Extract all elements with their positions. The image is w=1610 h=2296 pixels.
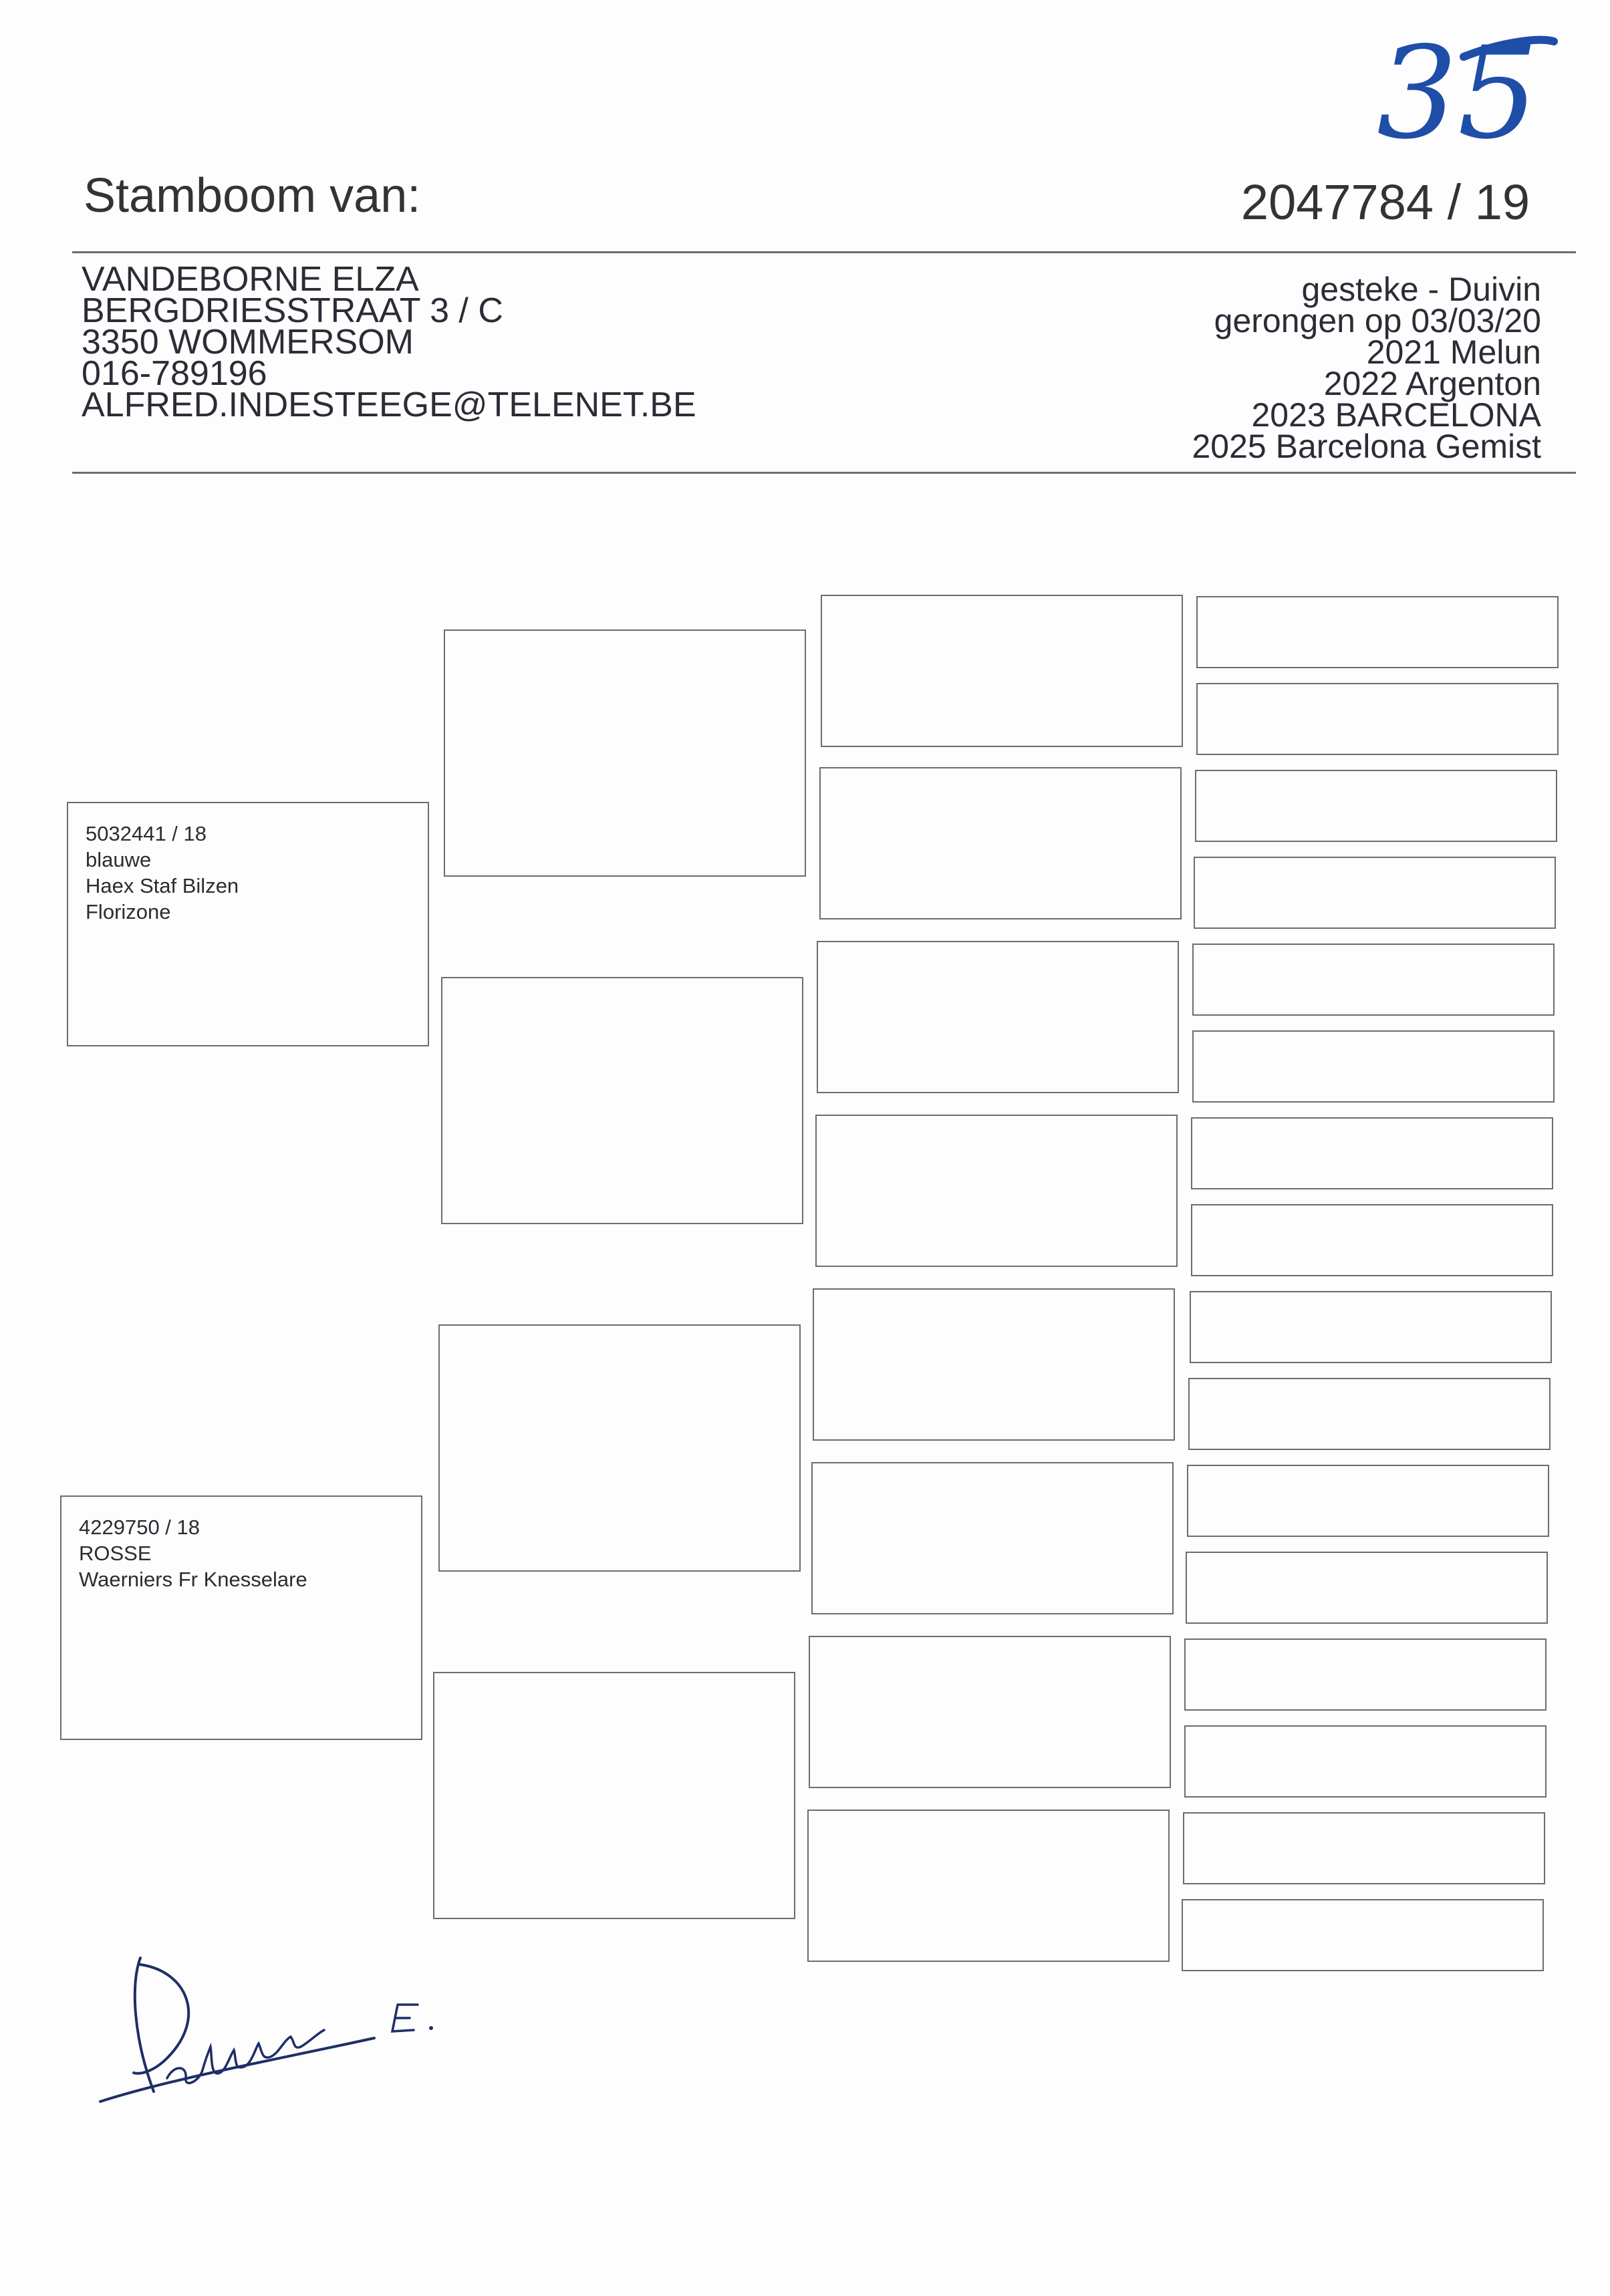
great-great-grandparent-box [1195,770,1557,842]
great-great-grandparent-box [1191,1204,1553,1276]
great-grandparent-box [809,1636,1171,1788]
great-great-grandparent-box [1196,683,1559,755]
bird-info-block [1192,271,1541,465]
bird-color-sex: gesteke - Duivin [1301,271,1541,308]
great-great-grandparent-box [1186,1552,1548,1624]
bird-result: 2023 BARCELONA [1251,396,1541,434]
great-great-grandparent-box [1191,1117,1553,1189]
mother-box [60,1495,422,1740]
owner-address-block [82,260,696,424]
father-box [67,802,429,1046]
great-great-grandparent-box [1192,944,1555,1016]
owner-name: VANDEBORNE ELZA [82,260,419,299]
handwritten-signature [94,1945,481,2118]
bird-result: 2025 Barcelona Gemist [1192,428,1541,465]
great-great-grandparent-box [1196,596,1559,668]
grandparent-box [433,1672,795,1919]
svg-text:35: 35 [1377,27,1538,160]
father-details [86,821,239,925]
header-divider [72,251,1576,253]
mother-ring: 4229750 / 18 [79,1516,200,1539]
grandparent-box [438,1324,801,1572]
owner-city: 3350 WOMMERSOM [82,323,414,362]
great-grandparent-box [815,1115,1178,1267]
great-great-grandparent-box [1183,1812,1545,1884]
info-divider [72,472,1576,474]
great-great-grandparent-box [1190,1291,1552,1363]
father-color: blauwe [86,848,152,871]
ring-number: 2047784 / 19 [1240,174,1530,230]
great-great-grandparent-box [1184,1725,1547,1798]
great-grandparent-box [807,1810,1170,1962]
great-grandparent-box [813,1288,1175,1441]
great-great-grandparent-box [1182,1899,1544,1971]
father-note: Florizone [86,900,171,923]
great-grandparent-box [811,1462,1174,1614]
mother-color: ROSSE [79,1542,152,1565]
great-great-grandparent-box [1194,857,1556,929]
mother-breeder: Waerniers Fr Knesselare [79,1568,307,1591]
great-great-grandparent-box [1188,1378,1551,1450]
owner-phone: 016-789196 [82,354,267,393]
page-title: Stamboom van: [84,169,421,223]
bird-result: 2021 Melun [1366,333,1541,371]
great-grandparent-box [821,595,1183,747]
owner-street: BERGDRIESSTRAAT 3 / C [82,291,503,330]
grandparent-box [444,629,806,877]
great-great-grandparent-box [1187,1465,1549,1537]
father-breeder: Haex Staf Bilzen [86,874,239,897]
great-grandparent-box [819,767,1182,919]
bird-result: 2022 Argenton [1323,365,1541,402]
mother-details [79,1514,307,1592]
great-grandparent-box [817,941,1179,1093]
bird-ringed-date: gerongen op 03/03/20 [1214,302,1541,339]
grandparent-box [441,977,803,1224]
father-ring: 5032441 / 18 [86,822,207,845]
owner-email: ALFRED.INDESTEEGE@TELENET.BE [82,386,696,424]
handwritten-page-number [1363,27,1564,160]
great-great-grandparent-box [1184,1638,1547,1711]
great-great-grandparent-box [1192,1030,1555,1103]
